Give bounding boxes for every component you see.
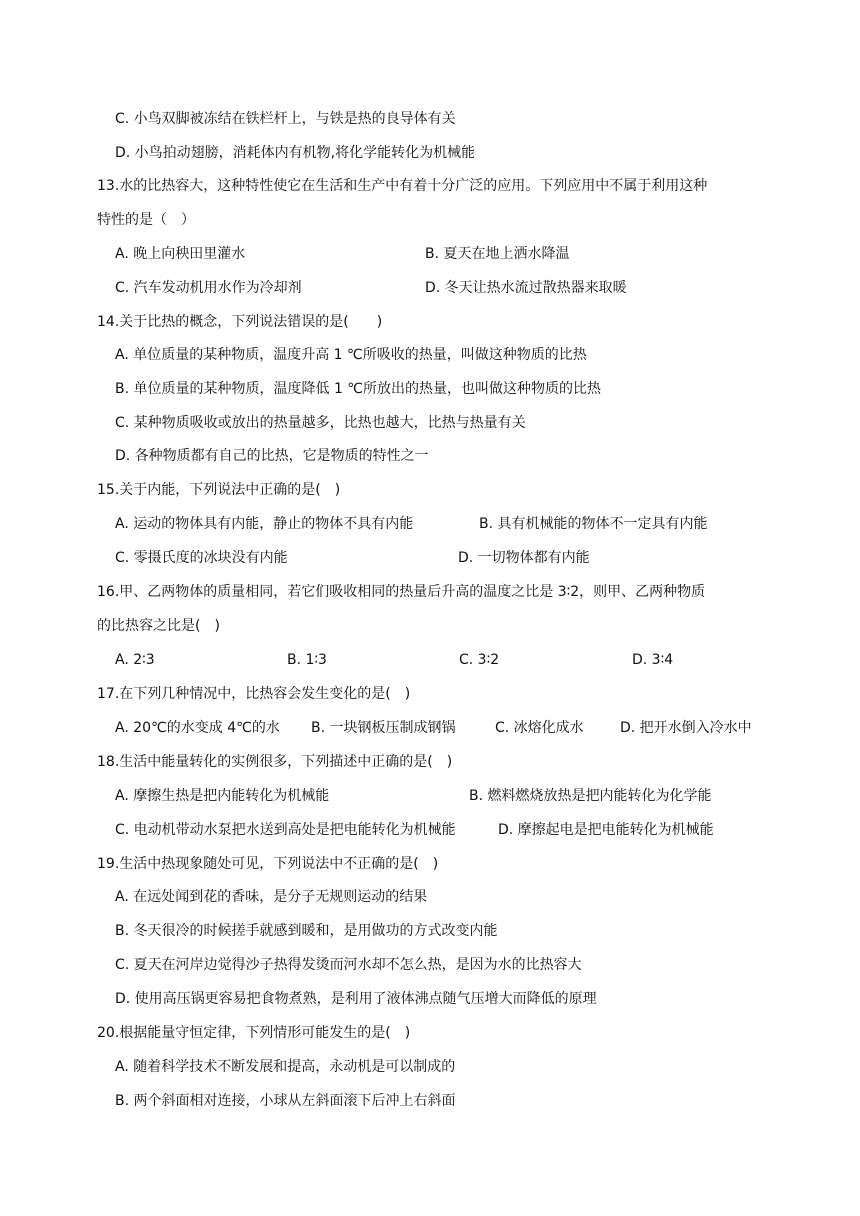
q18-option-a: A. 摩擦生热是把内能转化为机械能 <box>115 788 330 804</box>
q13-stem: 13.水的比热容大，这种特性使它在生活和生产中有着十分广泛的应用。下列应用中不属于利用这种 <box>97 178 708 194</box>
q15-stem: 15.关于内能，下列说法中正确的是( ) <box>97 482 341 498</box>
q15-option-d: D. 一切物体都有内能 <box>458 550 590 566</box>
q19-option-c: C. 夏天在河岸边觉得沙子热得发烫而河水却不怎么热，是因为水的比热容大 <box>115 957 582 973</box>
q20-option-a: A. 随着科学技术不断发展和提高，永动机是可以制成的 <box>115 1059 456 1075</box>
q16-option-b: B. 1∶3 <box>287 652 327 668</box>
q14-stem: 14.关于比热的概念，下列说法错误的是( ) <box>97 314 383 330</box>
q19-option-b: B. 冬天很冷的时候搓手就感到暖和，是用做功的方式改变内能 <box>115 923 498 939</box>
q20-stem: 20.根据能量守恒定律，下列情形可能发生的是( ) <box>97 1025 411 1041</box>
q20-option-b: B. 两个斜面相对连接，小球从左斜面滚下后冲上右斜面 <box>115 1093 456 1109</box>
q13-option-a: A. 晚上向秧田里灌水 <box>115 246 246 262</box>
q18-stem: 18.生活中能量转化的实例很多，下列描述中正确的是( ) <box>97 754 453 770</box>
q16-option-d: D. 3∶4 <box>632 652 674 668</box>
q12-option-d: D. 小鸟拍动翅膀，消耗体内有机物,将化学能转化为机械能 <box>115 145 476 161</box>
q15-option-b: B. 具有机械能的物体不一定具有内能 <box>479 516 708 532</box>
q18-option-c: C. 电动机带动水泵把水送到高处是把电能转化为机械能 <box>115 822 456 838</box>
q14-option-c: C. 某种物质吸收或放出的热量越多，比热也越大，比热与热量有关 <box>115 415 526 431</box>
q16-option-a: A. 2∶3 <box>115 652 155 668</box>
q19-option-a: A. 在远处闻到花的香味，是分子无规则运动的结果 <box>115 889 428 905</box>
q13-stem-cont: 特性的是（ ） <box>97 212 195 228</box>
q19-stem: 19.生活中热现象随处可见，下列说法中不正确的是( ) <box>97 856 439 872</box>
q14-option-a: A. 单位质量的某种物质，温度升高 1 ℃所吸收的热量，叫做这种物质的比热 <box>115 347 587 363</box>
q16-stem: 16.甲、乙两物体的质量相同，若它们吸收相同的热量后升高的温度之比是 3∶2，则甲、乙两种物质 <box>97 584 706 600</box>
q17-stem: 17.在下列几种情况中，比热容会发生变化的是( ) <box>97 686 411 702</box>
q15-option-a: A. 运动的物体具有内能，静止的物体不具有内能 <box>115 516 414 532</box>
q17-option-c: C. 冰熔化成水 <box>495 720 584 736</box>
q14-option-d: D. 各种物质都有自己的比热，它是物质的特性之一 <box>115 448 429 464</box>
q16-stem-cont: 的比热容之比是( ) <box>97 618 220 634</box>
q12-option-c: C. 小鸟双脚被冻结在铁栏杆上，与铁是热的良导体有关 <box>115 111 456 127</box>
q17-option-a: A. 20℃的水变成 4℃的水 <box>115 720 280 736</box>
q13-option-d: D. 冬天让热水流过散热器来取暖 <box>425 280 627 296</box>
q13-option-c: C. 汽车发动机用水作为冷却剂 <box>115 280 302 296</box>
q18-option-b: B. 燃料燃烧放热是把内能转化为化学能 <box>469 788 712 804</box>
q19-option-d: D. 使用高压锅更容易把食物煮熟，是利用了液体沸点随气压增大而降低的原理 <box>115 991 597 1007</box>
q13-option-b: B. 夏天在地上洒水降温 <box>425 246 570 262</box>
q16-option-c: C. 3∶2 <box>459 652 500 668</box>
q17-option-d: D. 把开水倒入冷水中 <box>620 720 752 736</box>
q15-option-c: C. 零摄氏度的冰块没有内能 <box>115 550 288 566</box>
q18-option-d: D. 摩擦起电是把电能转化为机械能 <box>498 822 714 838</box>
q17-option-b: B. 一块钢板压制成钢锅 <box>311 720 456 736</box>
q14-option-b: B. 单位质量的某种物质，温度降低 1 ℃所放出的热量，也叫做这种物质的比热 <box>115 381 602 397</box>
